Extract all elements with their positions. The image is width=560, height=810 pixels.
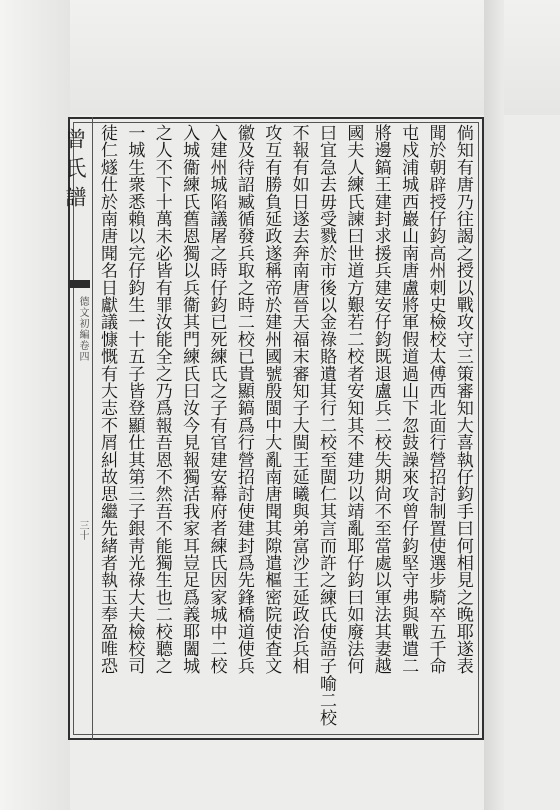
- page-edge: [484, 0, 504, 810]
- text-column: 徒仁燧仕於南唐聞名日獻議慷慨有大志不屑糾故思繼先緒者執玉奉盈唯恐: [97, 124, 117, 675]
- text-column: 不報有如日遂去奔南唐晉天福末審知子大閩王延曦與弟富沙王延政治兵相: [288, 124, 309, 675]
- text-column: 入建州城陷議屠之時仔鈞已死練氏之子有官建安幕府者練氏因家城中二校: [206, 124, 227, 675]
- text-column: 屯戍浦城西巖山南唐盧將軍假道過山下忽鼓譟來攻曾仔鈞堅守弗與戰遣二: [398, 124, 419, 675]
- text-column: 聞於朝辟授仔鈞高州刺史檢校太傅西北面行營招討制置使選步騎卒五千命: [425, 124, 446, 675]
- text-column: 入城衞練氏舊恩獨以兵衞其門練氏曰汝今見報獨活我家耳豈足爲義耶闔城: [179, 124, 200, 675]
- text-column: 曰宜急去毋受戮於市後以金祿賂遺其行二校至閩仁其言而許之練氏使語子喻二校: [316, 124, 336, 726]
- text-column: 國夫人練氏諫曰世道方艱若二校者安知其不建功以靖亂耶仔鈞曰如廢法何: [343, 124, 364, 675]
- body-text: [92, 124, 478, 736]
- text-column: 之人不下十萬未必皆有罪汝能全之乃爲報吾恩不然吾不能獨生也二校聽之: [151, 124, 172, 675]
- fish-tail-mark: [70, 280, 90, 288]
- text-column: 一城生衆悉賴以完仔鈞生一十五子皆登顯仕其第三子銀靑光祿大夫檢校司: [124, 124, 145, 675]
- folio-number: 三十: [77, 520, 88, 540]
- text-column: 倘知有唐乃往謁之授以戰攻守三策審知大喜執仔鈞手曰何相見之晚耶遂表: [452, 124, 473, 675]
- text-column: 將邊鎬王建封求援兵建安仔鈞既退盧兵二校失期尙不至當處以軍法其妻越: [370, 124, 391, 675]
- text-column: 徽及待詔臧循發兵取之時二校已貴顯鎬爲行營招討使建封爲先鋒橋道使兵: [233, 124, 254, 675]
- book-title: 曾氏譜: [63, 128, 87, 215]
- gutter-shadow: [0, 0, 70, 810]
- chapter-label: 德文初編卷四: [77, 296, 88, 362]
- text-column: 攻互有勝負延政遂稱帝於建州國號殷閩中大亂南唐聞其隙遣樞密院使査文: [261, 124, 282, 675]
